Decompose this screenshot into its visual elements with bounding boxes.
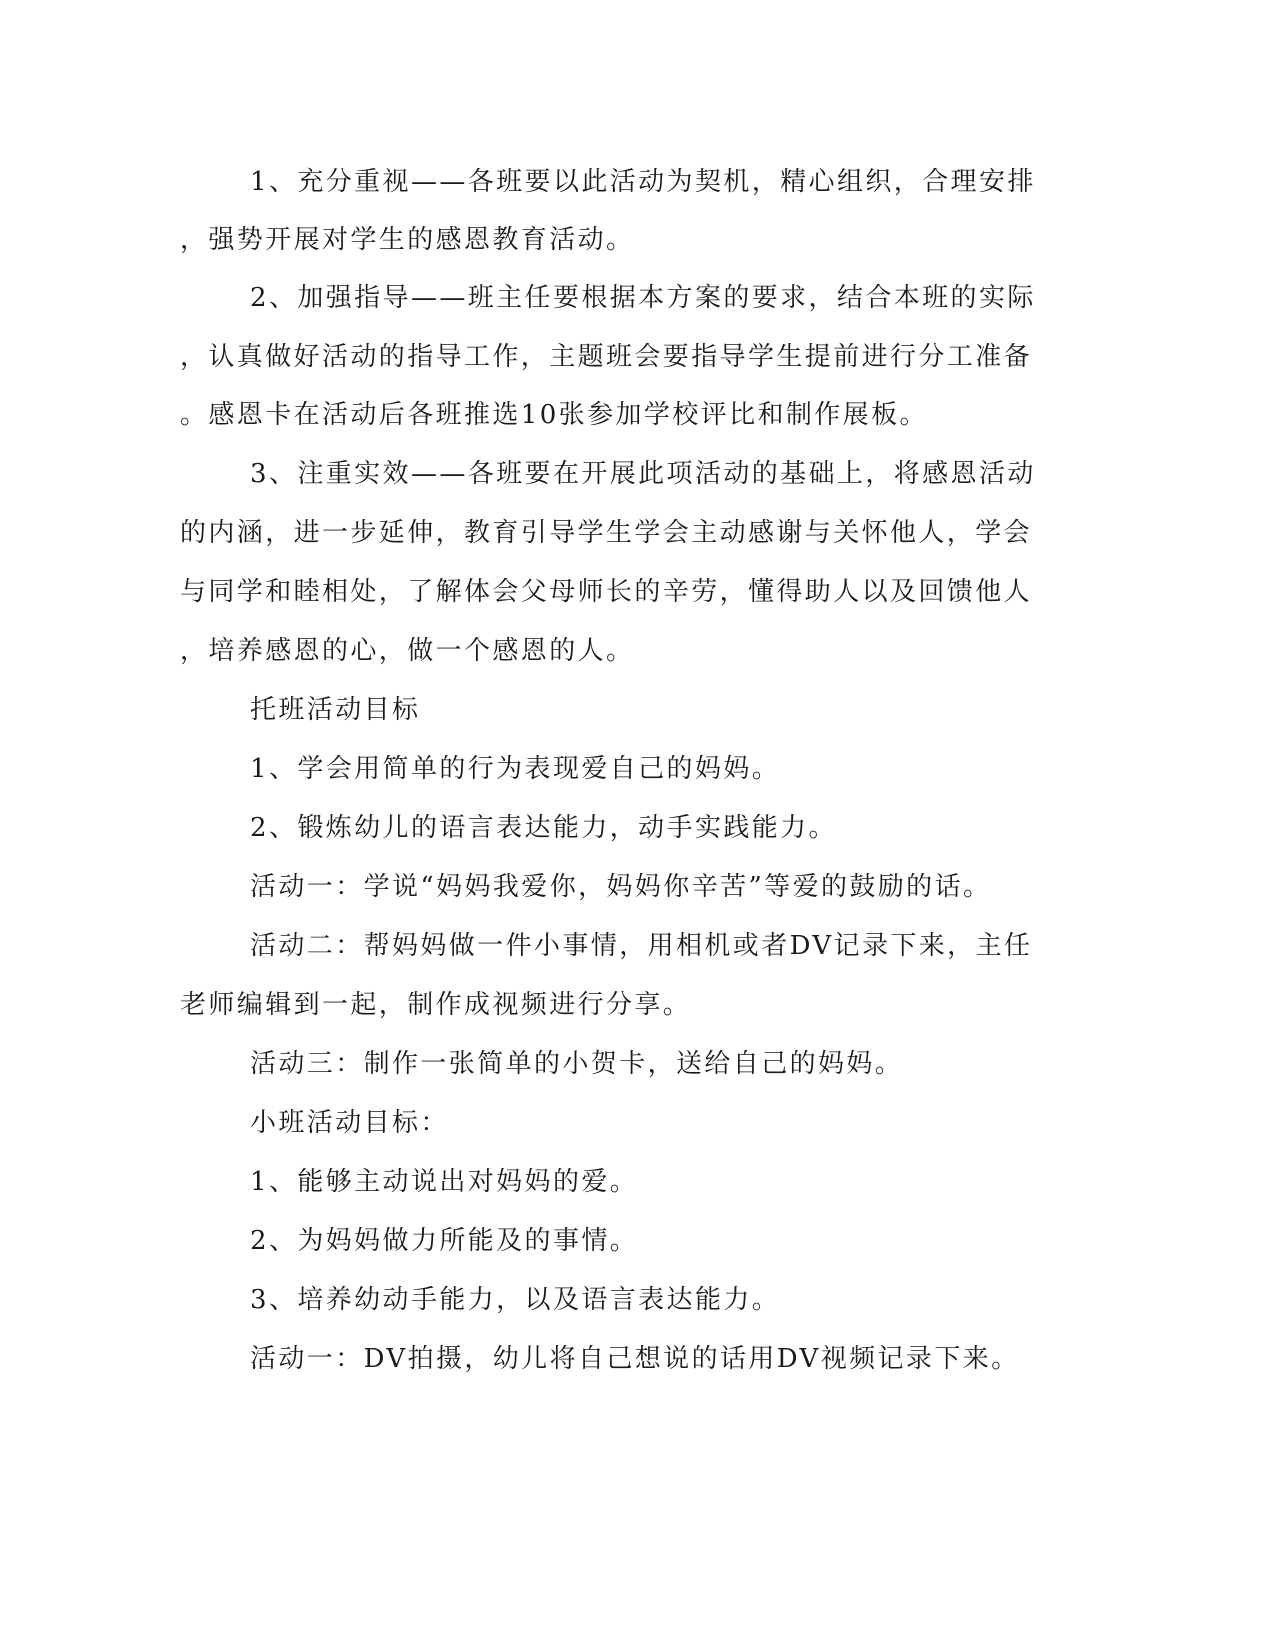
text-line-16: 活动三：制作一张简单的小贺卡，送给自己的妈妈。 bbox=[250, 1049, 904, 1079]
text-line-20: 3、培养幼动手能力，以及语言表达能力。 bbox=[250, 1285, 781, 1315]
text-line-9: ，培养感恩的心，做一个感恩的人。 bbox=[180, 636, 635, 666]
text-line-21: 活动一：DV拍摄，幼儿将自己想说的话用DV视频记录下来。 bbox=[250, 1344, 1020, 1374]
text-line-12: 2、锻炼幼儿的语言表达能力，动手实践能力。 bbox=[250, 813, 837, 843]
text-line-2: ，强势开展对学生的感恩教育活动。 bbox=[180, 225, 635, 255]
text-line-19: 2、为妈妈做力所能及的事情。 bbox=[250, 1226, 639, 1256]
text-line-14: 活动二：帮妈妈做一件小事情，用相机或者DV记录下来，主任 bbox=[250, 931, 1033, 961]
text-line-8: 与同学和睦相处，了解体会父母师长的辛劳，懂得助人以及回馈他人 bbox=[180, 577, 1033, 607]
text-line-11: 1、学会用简单的行为表现爱自己的妈妈。 bbox=[250, 754, 781, 784]
text-line-15: 老师编辑到一起，制作成视频进行分享。 bbox=[180, 990, 692, 1020]
text-line-13: 活动一：学说“妈妈我爱你，妈妈你辛苦”等爱的鼓励的话。 bbox=[250, 872, 992, 902]
section-heading-toddler: 托班活动目标 bbox=[250, 695, 421, 725]
text-line-4: ，认真做好活动的指导工作，主题班会要指导学生提前进行分工准备 bbox=[180, 342, 1033, 372]
text-line-5: 。感恩卡在活动后各班推选10张参加学校评比和制作展板。 bbox=[180, 400, 928, 430]
text-line-1: 1、充分重视——各班要以此活动为契机，精心组织，合理安排 bbox=[250, 167, 1036, 197]
text-line-6: 3、注重实效——各班要在开展此项活动的基础上，将感恩活动 bbox=[250, 459, 1036, 489]
text-line-18: 1、能够主动说出对妈妈的爱。 bbox=[250, 1167, 639, 1197]
section-heading-small-class: 小班活动目标： bbox=[250, 1108, 449, 1138]
text-line-3: 2、加强指导——班主任要根据本方案的要求，结合本班的实际 bbox=[250, 283, 1036, 313]
text-line-7: 的内涵，进一步延伸，教育引导学生学会主动感谢与关怀他人，学会 bbox=[180, 518, 1033, 548]
